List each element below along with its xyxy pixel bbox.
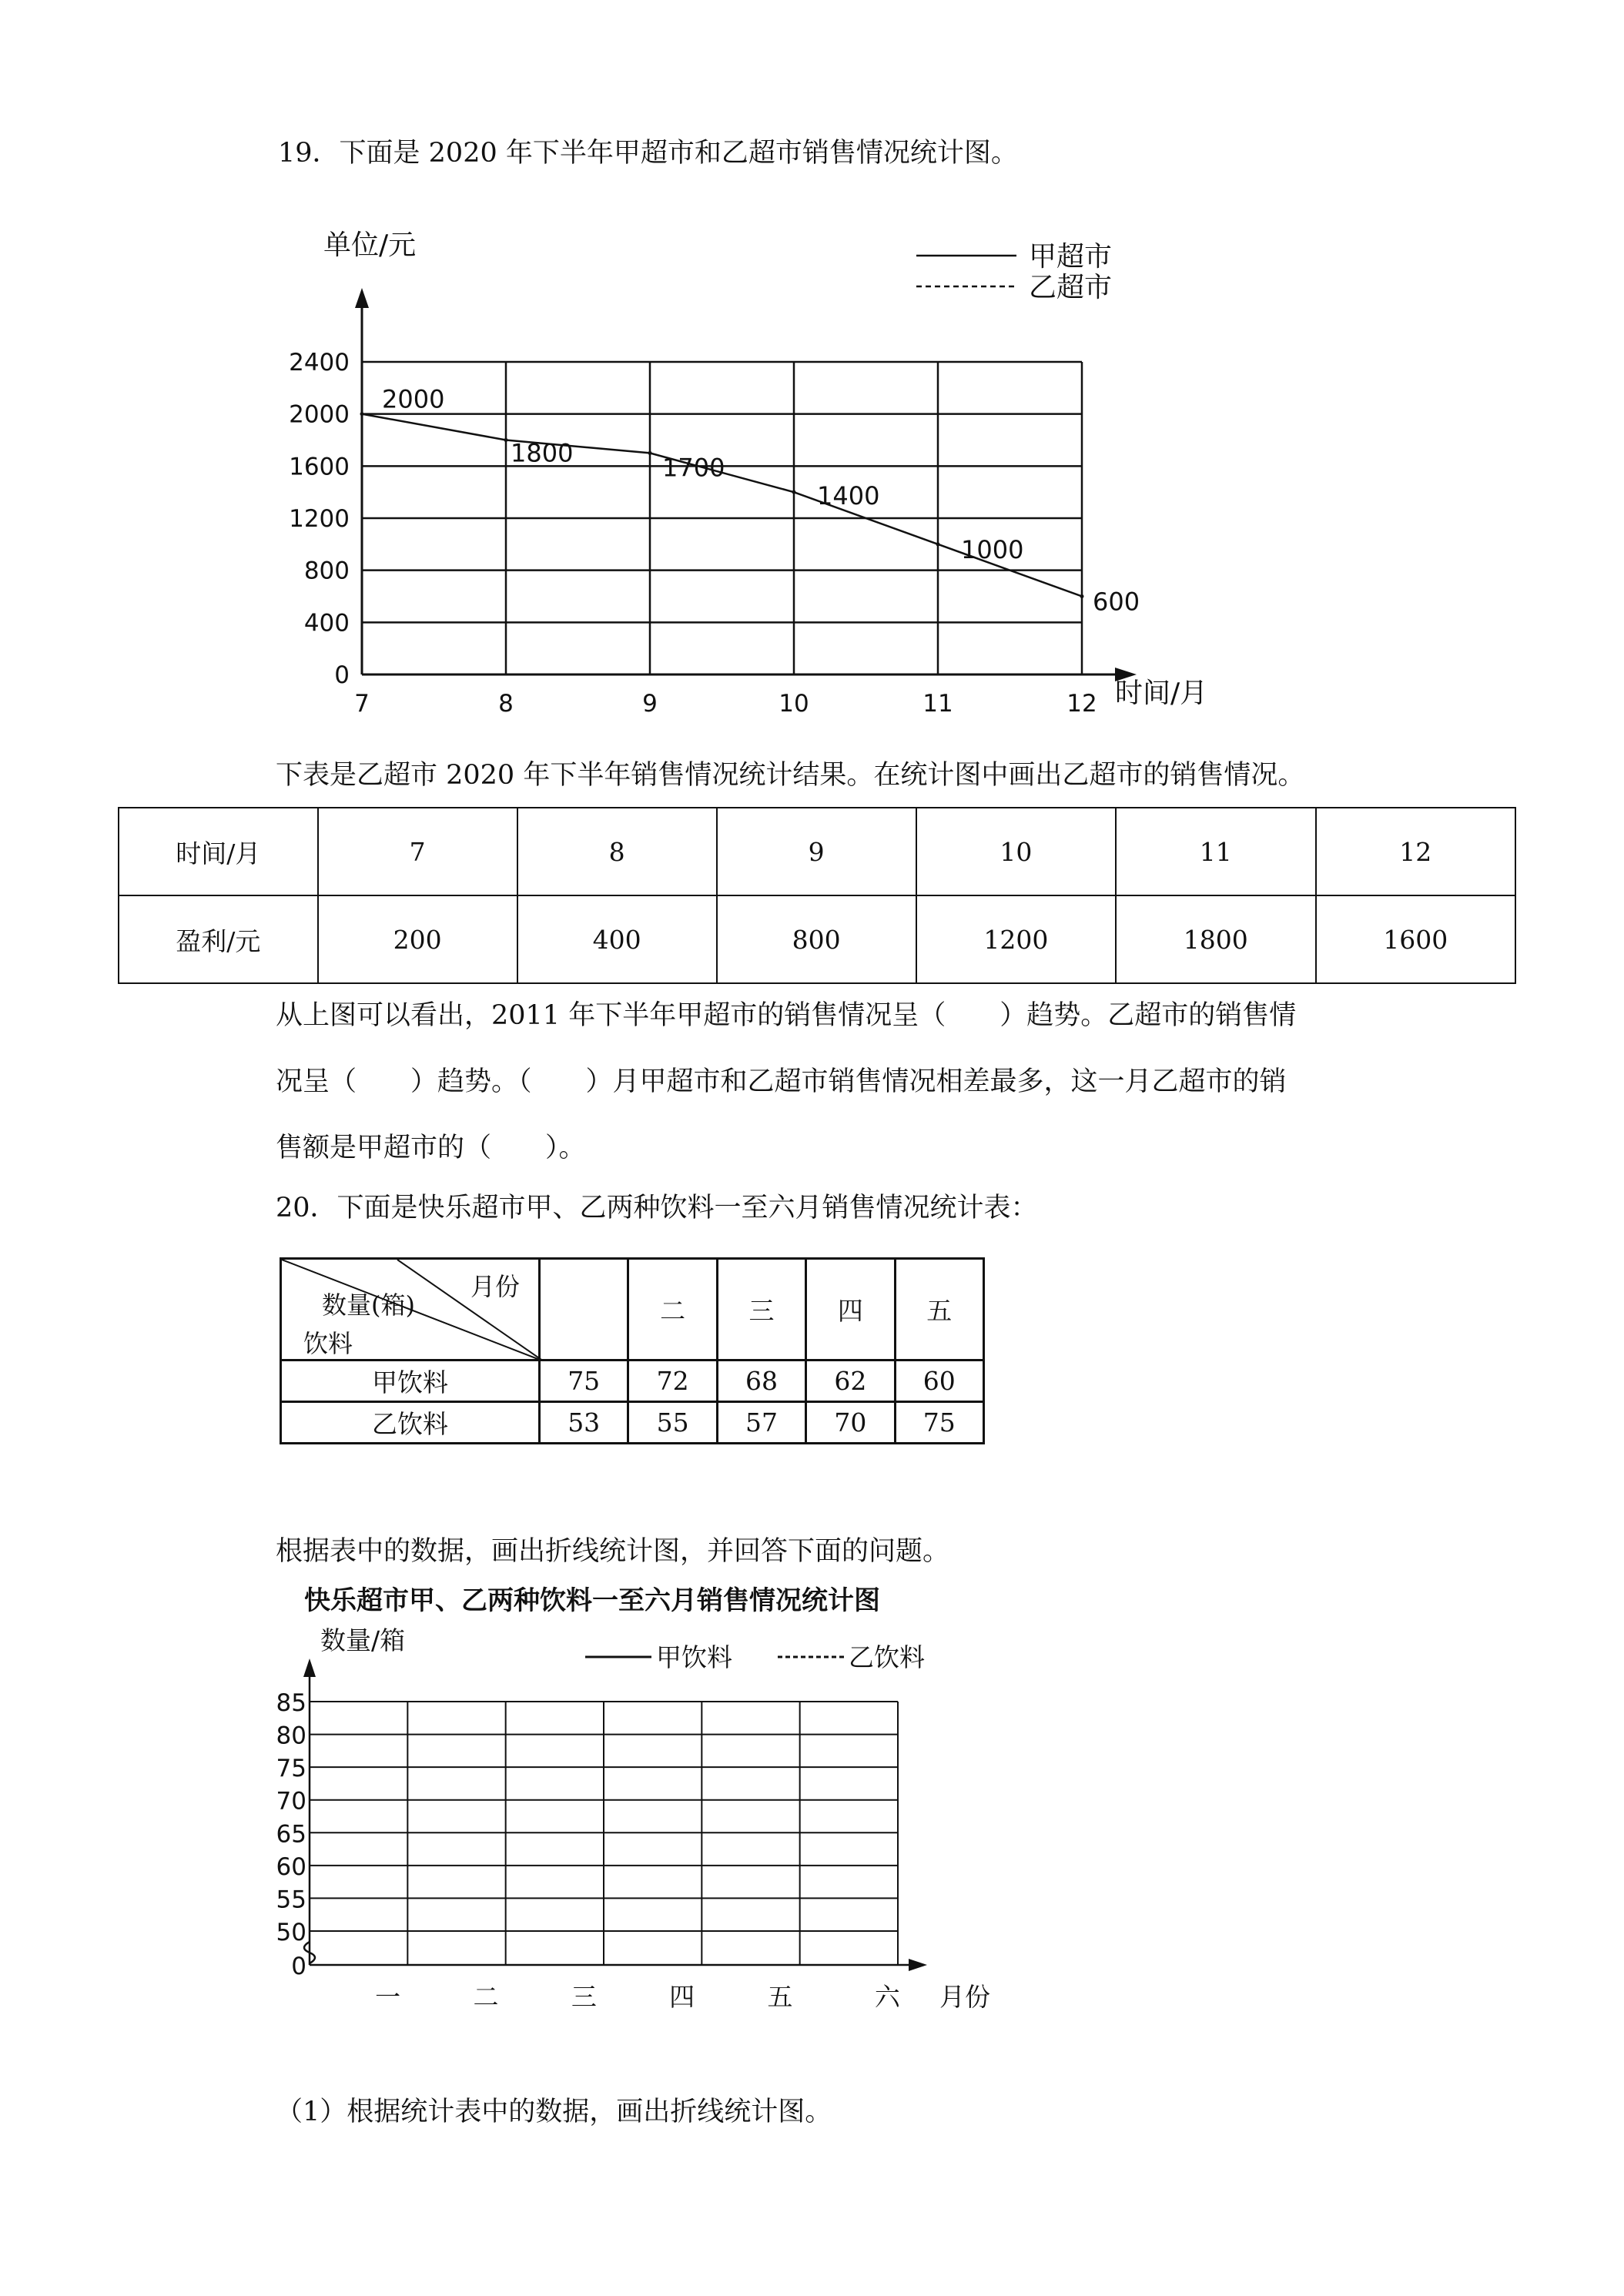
table-header-cell: 四	[806, 1259, 895, 1361]
x-tick-label: 二	[473, 1982, 499, 2012]
x-tick-label: 五	[767, 1982, 793, 2012]
table-cell: 甲饮料	[281, 1361, 540, 1402]
table-row	[281, 1259, 984, 1361]
x-tick-label: 一	[375, 1982, 401, 2012]
data-label: 1000	[961, 534, 1024, 564]
corner-label-quantity: 数量(箱)	[322, 1290, 415, 1320]
legend-label: 甲饮料	[656, 1642, 732, 1672]
y-tick-label: 85	[276, 1689, 306, 1717]
y-tick-label: 1200	[289, 505, 350, 533]
table-cell: 800	[717, 895, 916, 983]
x-tick-label: 三	[571, 1982, 597, 2012]
y-axis-arrow	[355, 288, 369, 308]
x-axis-label: 月份	[939, 1982, 990, 2012]
table-cell: 400	[517, 895, 717, 983]
x-tick-label: 7	[354, 690, 370, 718]
table-cell: 75	[895, 1402, 983, 1444]
table-cell: 1600	[1316, 895, 1516, 983]
legend-label: 甲超市	[1029, 241, 1113, 273]
q20-line-chart	[262, 1578, 1032, 2025]
table-row	[119, 808, 1515, 895]
y-axis-label: 数量/箱	[320, 1625, 406, 1655]
y-tick-label: 60	[276, 1853, 306, 1881]
table-cell: 60	[895, 1361, 983, 1402]
y-tick-label: 1600	[289, 453, 350, 481]
table-cell: 1800	[1116, 895, 1315, 983]
y-tick-label: 800	[303, 557, 350, 585]
y-tick-label: 50	[276, 1919, 306, 1946]
table-cell: 55	[628, 1402, 717, 1444]
y-tick-label: 0	[291, 1953, 306, 1980]
q19-table-intro: 下表是乙超市 2020 年下半年销售情况统计结果。在统计图中画出乙超市的销售情况。	[276, 760, 1305, 791]
y-tick-label: 2000	[289, 400, 350, 429]
table-cell: 72	[628, 1361, 717, 1402]
data-point	[504, 438, 508, 442]
table-header-cell: 三	[717, 1259, 805, 1361]
series-line	[362, 414, 1082, 597]
legend-label: 乙超市	[1029, 272, 1113, 303]
data-point	[792, 490, 796, 494]
table-cell: 9	[717, 808, 916, 895]
table-row	[281, 1361, 984, 1402]
y-tick-label: 75	[276, 1755, 306, 1783]
q20-chart-intro: 根据表中的数据，画出折线统计图，并回答下面的问题。	[276, 1536, 950, 1567]
y-tick-label: 0	[334, 661, 350, 689]
y-tick-label: 400	[303, 609, 350, 638]
chart-title: 快乐超市甲、乙两种饮料一至六月销售情况统计图	[304, 1585, 880, 1616]
y-tick-label: 55	[276, 1886, 306, 1914]
table-header-cell: 二	[628, 1259, 717, 1361]
table-cell: 70	[806, 1402, 895, 1444]
table-row	[119, 895, 1515, 983]
x-tick-label: 10	[779, 690, 809, 718]
x-tick-label: 12	[1066, 690, 1097, 718]
q20-drink-table	[280, 1257, 985, 1444]
table-cell: 乙饮料	[281, 1402, 540, 1444]
q19-question-line-2: 况呈（ ）趋势。（ ）月甲超市和乙超市销售情况相差最多，这一月乙超市的销	[276, 1066, 1287, 1097]
table-header-cell: 五	[895, 1259, 983, 1361]
x-axis-label: 时间/月	[1115, 678, 1208, 709]
x-tick-label: 9	[642, 690, 658, 718]
x-tick-label: 六	[874, 1982, 900, 2012]
q19-question-line-1: 从上图可以看出，2011 年下半年甲超市的销售情况呈（ ）趋势。乙超市的销售情	[276, 1000, 1297, 1031]
data-point	[1080, 594, 1084, 598]
table-cell: 12	[1316, 808, 1516, 895]
y-axis-arrow	[303, 1658, 316, 1677]
x-tick-label: 11	[922, 690, 953, 718]
table-row	[281, 1402, 984, 1444]
corner-label-month: 月份	[470, 1272, 521, 1301]
data-label: 1400	[817, 481, 880, 511]
table-cell: 时间/月	[119, 808, 318, 895]
table-header-cell	[540, 1259, 628, 1361]
q20-intro: 20．下面是快乐超市甲、乙两种饮料一至六月销售情况统计表：	[276, 1193, 1038, 1223]
y-tick-label: 80	[276, 1722, 306, 1750]
x-tick-label: 四	[669, 1982, 695, 2012]
table-cell: 200	[318, 895, 517, 983]
legend-label: 乙饮料	[849, 1642, 925, 1672]
q19-line-chart	[262, 216, 1263, 724]
data-point	[360, 412, 364, 416]
table-cell: 7	[318, 808, 517, 895]
y-tick-label: 70	[276, 1787, 306, 1816]
table-cell: 53	[540, 1402, 628, 1444]
q19-profit-table	[118, 807, 1516, 984]
table-cell: 57	[717, 1402, 805, 1444]
q20-sub-question-1: （1）根据统计表中的数据，画出折线统计图。	[276, 2097, 832, 2127]
data-label: 2000	[382, 384, 445, 414]
table-cell: 62	[806, 1361, 895, 1402]
q19-intro: 19．下面是 2020 年下半年甲超市和乙超市销售情况统计图。	[278, 138, 1018, 169]
y-axis-label: 单位/元	[323, 229, 417, 261]
table-cell: 8	[517, 808, 717, 895]
data-point	[648, 451, 652, 455]
data-point	[936, 542, 940, 546]
data-label: 1800	[511, 438, 574, 468]
table-corner-cell	[281, 1259, 540, 1361]
table-cell: 盈利/元	[119, 895, 318, 983]
table-cell: 68	[717, 1361, 805, 1402]
y-tick-label: 2400	[289, 349, 350, 377]
x-axis-arrow	[909, 1959, 927, 1971]
table-cell: 10	[916, 808, 1116, 895]
q19-question-line-3: 售额是甲超市的（ ）。	[276, 1133, 586, 1163]
corner-label-drink: 饮料	[303, 1329, 353, 1358]
table-cell: 75	[540, 1361, 628, 1402]
data-label: 600	[1093, 587, 1140, 617]
data-label: 1700	[662, 453, 725, 483]
x-tick-label: 8	[498, 690, 514, 718]
table-cell: 1200	[916, 895, 1116, 983]
table-cell: 11	[1116, 808, 1315, 895]
y-tick-label: 65	[276, 1820, 306, 1849]
